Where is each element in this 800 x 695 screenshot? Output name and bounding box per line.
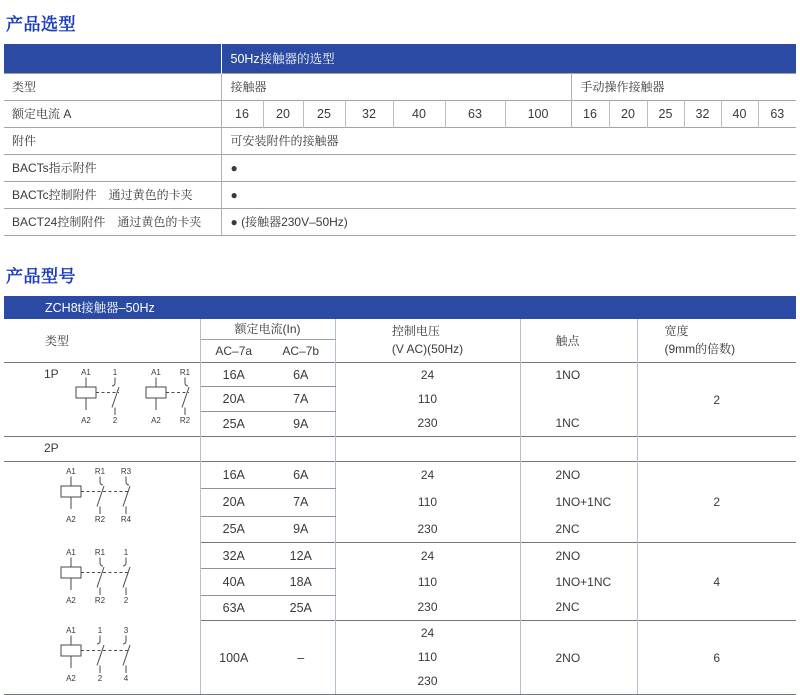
table2-column-header-row xyxy=(4,319,796,340)
current-ac7a-cell: 63A xyxy=(200,595,267,620)
svg-text:A1: A1 xyxy=(66,467,76,476)
col-header-voltage-l2: (V AC)(50Hz) xyxy=(392,342,463,356)
diagram-holder xyxy=(56,546,140,606)
type-row xyxy=(4,73,796,100)
product-group-row xyxy=(4,363,796,387)
table2-header-title: ZCH8t接触器–50Hz xyxy=(4,296,796,319)
svg-text:R4: R4 xyxy=(121,515,132,524)
selection-table xyxy=(4,44,796,236)
svg-text:4: 4 xyxy=(124,674,129,683)
rated-current-value: 25 xyxy=(303,100,345,127)
current-ac7a-cell: 100A xyxy=(200,621,267,695)
contact-config: 2NC xyxy=(556,595,637,620)
voltage-value: 230 xyxy=(336,411,520,436)
type-diagram-cell xyxy=(4,543,200,621)
col-subheader-ac7a: AC–7a xyxy=(200,340,267,363)
attachment-value: 可安装附件的接触器 xyxy=(221,127,796,154)
rated-current-value: 32 xyxy=(345,100,393,127)
svg-text:A1: A1 xyxy=(66,548,76,557)
circuit-diagram xyxy=(56,546,140,606)
current-ac7b-cell: 6A xyxy=(267,462,335,489)
rated-current-value: 40 xyxy=(393,100,445,127)
width-cell: 6 xyxy=(637,621,796,695)
current-ac7b-cell: 9A xyxy=(267,411,335,436)
current-ac7a-cell: 20A xyxy=(200,489,267,516)
current-ac7a-cell: 20A xyxy=(200,387,267,411)
control-voltage-cell xyxy=(335,621,520,695)
rated-current-row xyxy=(4,100,796,127)
empty-cell xyxy=(520,437,637,462)
width-cell: 4 xyxy=(637,543,796,621)
contact-config: 2NO xyxy=(556,651,637,665)
current-ac7b-cell: 18A xyxy=(267,569,335,595)
control-voltage-cell xyxy=(335,363,520,437)
current-ac7b-cell: 25A xyxy=(267,595,335,620)
current-ac7b-cell: 12A xyxy=(267,543,335,569)
attachment-label: BACT24控制附件 通过黄色的卡夹 xyxy=(4,208,221,235)
svg-text:A2: A2 xyxy=(66,515,76,524)
svg-text:1: 1 xyxy=(98,626,103,635)
contact-config: 2NO xyxy=(556,543,637,569)
rated-current-value: 25 xyxy=(647,100,684,127)
current-ac7a-cell: 16A xyxy=(200,363,267,387)
table1-header-spacer xyxy=(4,44,221,73)
col-header-contacts: 触点 xyxy=(520,319,637,363)
svg-text:R1: R1 xyxy=(95,548,106,557)
type-contactor-cell: 接触器 xyxy=(221,73,571,100)
group-label-row xyxy=(4,437,796,462)
svg-text:A2: A2 xyxy=(66,596,76,605)
voltage-value: 24 xyxy=(336,363,520,387)
diagram-wrap xyxy=(56,465,200,525)
svg-text:R1: R1 xyxy=(180,368,191,377)
col-subheader-ac7b: AC–7b xyxy=(267,340,335,363)
attachment-value: ● xyxy=(221,154,796,181)
svg-text:2: 2 xyxy=(98,674,103,683)
svg-text:R2: R2 xyxy=(95,596,106,605)
contact-config xyxy=(556,387,637,411)
attachment-row xyxy=(4,127,796,154)
col-header-width-l2: (9mm的倍数) xyxy=(665,342,736,356)
rated-current-value: 32 xyxy=(684,100,721,127)
empty-cell xyxy=(200,437,335,462)
voltage-value: 110 xyxy=(336,489,520,516)
contact-config: 1NO xyxy=(556,363,637,387)
col-header-voltage xyxy=(335,319,520,363)
svg-text:A2: A2 xyxy=(151,416,161,425)
col-header-type: 类型 xyxy=(4,319,200,363)
attachment-label: 附件 xyxy=(4,127,221,154)
section-title-product-model: 产品型号 xyxy=(6,262,796,287)
diagram-wrap xyxy=(56,624,200,684)
voltage-value: 230 xyxy=(336,595,520,620)
attachment-label: BACTs指示附件 xyxy=(4,154,221,181)
type-diagram-cell xyxy=(4,462,200,543)
svg-text:R2: R2 xyxy=(180,416,191,425)
rated-current-value: 16 xyxy=(571,100,609,127)
voltage-value: 110 xyxy=(336,387,520,411)
current-ac7b-cell: 6A xyxy=(267,363,335,387)
pole-count-label: 2P xyxy=(44,441,59,455)
circuit-diagram xyxy=(56,624,140,684)
svg-text:A2: A2 xyxy=(66,674,76,683)
diagram-holder xyxy=(71,366,129,426)
contacts-cell xyxy=(520,543,637,621)
width-cell: 2 xyxy=(637,462,796,543)
product-group-row xyxy=(4,462,796,489)
rated-current-value: 20 xyxy=(263,100,303,127)
type-row-label: 类型 xyxy=(4,73,221,100)
current-ac7b-cell: 7A xyxy=(267,387,335,411)
voltage-value: 230 xyxy=(336,669,520,694)
model-table-wrap xyxy=(4,296,796,695)
product-group-row xyxy=(4,621,796,645)
svg-text:R2: R2 xyxy=(95,515,106,524)
rated-current-value: 63 xyxy=(758,100,796,127)
svg-text:1: 1 xyxy=(112,368,117,377)
voltage-value: 230 xyxy=(336,516,520,542)
contacts-cell xyxy=(520,363,637,437)
rated-current-label: 额定电流 A xyxy=(4,100,221,127)
diagram-holder xyxy=(56,624,140,684)
voltage-value: 24 xyxy=(336,621,520,645)
diagram-holder xyxy=(56,465,140,525)
voltage-value: 24 xyxy=(336,543,520,569)
current-ac7a-cell: 40A xyxy=(200,569,267,595)
attachment-row xyxy=(4,181,796,208)
contact-config: 1NO+1NC xyxy=(556,569,637,595)
diagram-wrap xyxy=(56,546,200,606)
width-cell: 2 xyxy=(637,363,796,437)
col-header-voltage-l1: 控制电压 xyxy=(392,324,440,338)
rated-current-value: 16 xyxy=(221,100,263,127)
svg-text:A1: A1 xyxy=(151,368,161,377)
contact-config: 1NO+1NC xyxy=(556,489,637,516)
rated-current-value: 20 xyxy=(609,100,647,127)
current-ac7b-cell: 7A xyxy=(267,489,335,516)
current-ac7a-cell: 25A xyxy=(200,516,267,542)
contact-config: 1NC xyxy=(556,411,637,436)
col-header-width-l1: 宽度 xyxy=(665,324,689,338)
col-header-width xyxy=(637,319,796,363)
type-diagram-cell xyxy=(4,621,200,695)
current-ac7a-cell: 25A xyxy=(200,411,267,436)
group-label-cell xyxy=(4,437,200,462)
control-voltage-cell xyxy=(335,543,520,621)
svg-text:2: 2 xyxy=(112,416,117,425)
svg-text:A2: A2 xyxy=(81,416,91,425)
contact-config: 2NC xyxy=(556,516,637,542)
circuit-diagram xyxy=(56,465,140,525)
empty-cell xyxy=(335,437,520,462)
current-ac7a-cell: 32A xyxy=(200,543,267,569)
table1-header-title: 50Hz接触器的选型 xyxy=(221,44,796,73)
col-header-current: 额定电流(In) xyxy=(200,319,335,340)
voltage-value: 110 xyxy=(336,569,520,595)
rated-current-value: 100 xyxy=(505,100,571,127)
svg-text:A1: A1 xyxy=(66,626,76,635)
svg-text:3: 3 xyxy=(124,626,129,635)
voltage-value: 24 xyxy=(336,462,520,489)
current-ac7a-cell: 16A xyxy=(200,462,267,489)
attachment-value: ● (接触器230V–50Hz) xyxy=(221,208,796,235)
voltage-value: 110 xyxy=(336,645,520,669)
svg-text:1: 1 xyxy=(124,548,129,557)
circuit-diagram xyxy=(141,366,199,426)
current-ac7b-cell: 9A xyxy=(267,516,335,542)
attachment-row xyxy=(4,154,796,181)
contacts-cell xyxy=(520,462,637,543)
contact-config: 2NO xyxy=(556,462,637,489)
diagram-holder xyxy=(141,366,199,426)
svg-text:2: 2 xyxy=(124,596,129,605)
model-table xyxy=(4,296,796,695)
product-group-row xyxy=(4,543,796,569)
svg-text:R3: R3 xyxy=(121,467,132,476)
attachment-label: BACTc控制附件 通过黄色的卡夹 xyxy=(4,181,221,208)
table2-header-bar xyxy=(4,296,796,319)
pole-count-label: 1P xyxy=(44,367,59,381)
contacts-cell xyxy=(520,621,637,695)
type-manual-cell: 手动操作接触器 xyxy=(571,73,796,100)
control-voltage-cell xyxy=(335,462,520,543)
empty-cell xyxy=(637,437,796,462)
current-ac7b-cell: – xyxy=(267,621,335,695)
rated-current-value: 63 xyxy=(445,100,505,127)
circuit-diagram xyxy=(71,366,129,426)
svg-text:R1: R1 xyxy=(95,467,106,476)
rated-current-value: 40 xyxy=(721,100,758,127)
attachment-row xyxy=(4,208,796,235)
type-diagram-cell xyxy=(4,363,200,437)
diagram-wrap xyxy=(44,366,200,426)
table1-header-row xyxy=(4,44,796,73)
section-title-product-selection: 产品选型 xyxy=(6,10,796,35)
svg-text:A1: A1 xyxy=(81,368,91,377)
attachment-value: ● xyxy=(221,181,796,208)
